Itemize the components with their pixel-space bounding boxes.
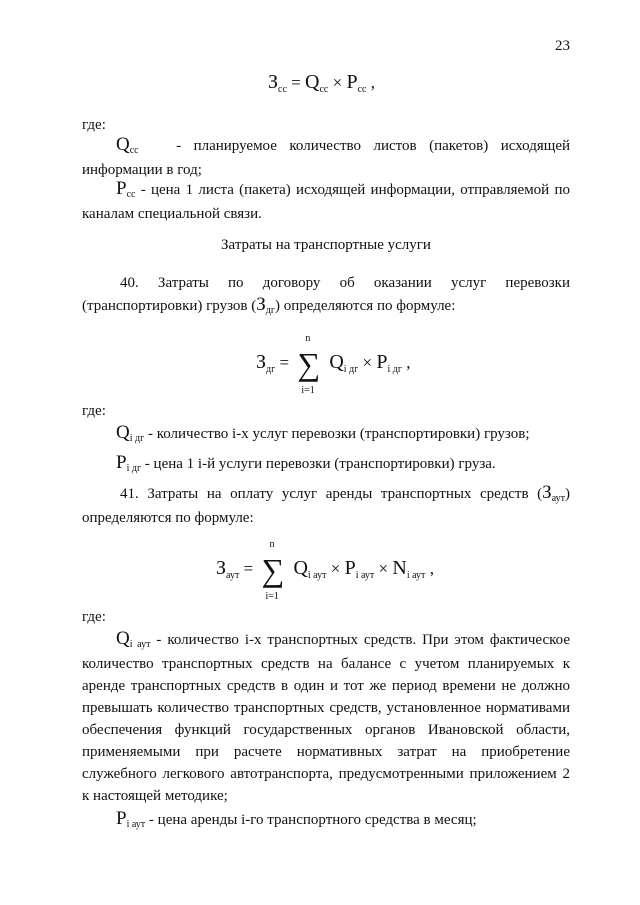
definition-q-aut: $Q_{i аут}$ - количество i-х транспортных средств. При этом фактическое количество транспортных средств на балансе с учетом планируемых к аренде транспортных средств в один и тот же период времени не должно превышать количество транспортных средств, установленное нормативами обеспечения функций государственных органов Ивановской области, применяемыми при расчете нормативных затрат на приобретение служебного легкового автотранспорта, предусмотренными приложением 2 к настоящей методике; — [82, 628, 570, 804]
where-label: где: — [82, 117, 106, 133]
formula-cargo-transport: $З_{дг}$ = n ∑ i=1 $Q_{i дг} \times P_{i дг}$ , — [256, 333, 411, 396]
definition-p-aut: $P_{i аут}$ - цена аренды i-го транспортного средства в месяц; — [116, 808, 477, 830]
where-label: где: — [82, 609, 106, 625]
where-label: где: — [82, 403, 106, 419]
sum-sign: n ∑ i=1 — [297, 333, 321, 396]
formula-vehicle-rental: $З_{аут}$ = n ∑ i=1 $Q_{i аут} \times P_{i аут} \times N_{i аут}$ , — [216, 539, 434, 602]
paragraph-40: 40. Затраты по договору об оказании услуг перевозки (транспортировки) грузов $(З_{дг})$ определяются по формуле: — [82, 275, 570, 316]
definition-q-dg: $Q_{i дг}$ - количество i-х услуг перевозки (транспортировки) грузов; — [116, 422, 530, 444]
page-number: 23 — [555, 38, 570, 54]
section-heading: Затраты на транспортные услуги — [221, 237, 431, 253]
definition-q-cc: $Q_{сс}$ - планируемое количество листов (пакетов) исходящей информации в год; — [82, 134, 570, 178]
paragraph-41: 41. Затраты на оплату услуг аренды транспортных средств $(З_{аут})$ определяются по формуле: — [82, 482, 570, 526]
formula-special-communication: $З_{сс} = Q_{сс} \times P_{сс}$ , — [268, 71, 375, 95]
definition-p-cc: $P_{сс}$ - цена 1 листа (пакета) исходящей информации, отправляемой по каналам специальной связи. — [82, 178, 570, 222]
definition-p-dg: $P_{i дг}$ - цена 1 i-й услуги перевозки (транспортировки) груза. — [116, 452, 496, 474]
sum-sign: n ∑ i=1 — [261, 539, 285, 602]
